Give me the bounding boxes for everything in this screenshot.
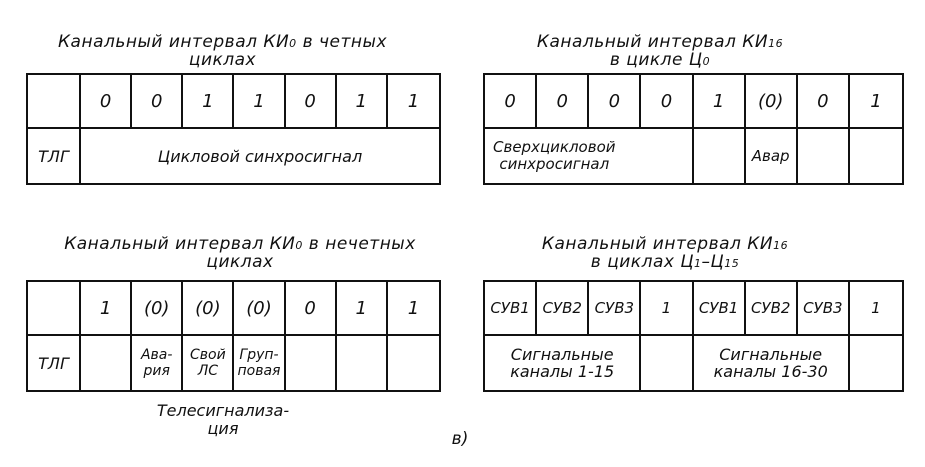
panel3-cell: 1 [388, 282, 439, 336]
panel1-table [26, 73, 441, 185]
panel1-caption-rest: в четных [296, 32, 388, 52]
panel3-cell [388, 336, 439, 390]
panel2-cell: 0 [537, 75, 589, 129]
panel4-cell [641, 336, 693, 390]
panel4-cell: СУВ1 [694, 282, 746, 336]
panel4-cell: 1 [850, 282, 902, 336]
panel3-cell: (0) [183, 282, 234, 336]
panel3-note: Телесигнализа- ция [156, 401, 290, 438]
panel1-caption [20, 34, 425, 69]
panel3-cell [28, 282, 81, 336]
panel2-cell: 1 [694, 75, 746, 129]
panel2-supercycle-cell: Сверхцикловой синхросигнал [485, 129, 694, 183]
panel3-table [26, 280, 441, 392]
panel2-alarm-cell: Авар [746, 129, 798, 183]
panel2-caption [490, 34, 830, 70]
panel2-cell: 1 [850, 75, 902, 129]
panel3-tlg-cell: ТЛГ [28, 336, 81, 390]
panel1-cell: 1 [388, 75, 439, 129]
panel1-caption-sub: 0 [289, 37, 297, 50]
panel4-cell: СУВ3 [589, 282, 641, 336]
panel4-caption [505, 236, 825, 272]
panel1-sync-cell: Цикловой синхросигнал [157, 146, 363, 166]
panel2-caption-sub: 16 [768, 37, 784, 50]
panel1-cell: 1 [234, 75, 285, 129]
panel3-cell [286, 336, 337, 390]
panel1-caption-text: Канальный интервал КИ [57, 32, 290, 52]
panel4-signal-channels-16-30: Сигнальные каналы 16-30 [694, 336, 850, 390]
panel1-cell: 0 [81, 75, 132, 129]
panel4-cell: СУВ3 [798, 282, 850, 336]
panel3-caption-sub: 0 [295, 239, 303, 252]
panel3-cell [337, 336, 388, 390]
panel1-cell [28, 75, 81, 129]
panel2-cell [694, 129, 746, 183]
panel3-cell: 1 [337, 282, 388, 336]
panel4-cell: СУВ1 [485, 282, 537, 336]
panel3-cell: (0) [132, 282, 183, 336]
panel3-group-cell: Груп- повая [234, 336, 285, 390]
panel2-cell [798, 129, 850, 183]
panel4-signal-channels-1-15: Сигнальные каналы 1-15 [485, 336, 641, 390]
panel4-caption-line2-sub2: 15 [724, 257, 740, 270]
panel2-caption-line2: в цикле Ц [609, 50, 703, 70]
panel3-cell: (0) [234, 282, 285, 336]
panel4-caption-line2-mid: –Ц [701, 252, 725, 272]
panel2-cell [850, 129, 902, 183]
panel3-caption-rest: в нечетных [302, 234, 416, 254]
panel4-cell: СУВ2 [746, 282, 798, 336]
panel4-cell: СУВ2 [537, 282, 589, 336]
panel2-caption-line2-sub: 0 [702, 55, 711, 68]
panel4-cell: 1 [641, 282, 693, 336]
panel1-cell: 1 [337, 75, 388, 129]
panel4-caption-line2-sub1: 1 [694, 257, 702, 270]
panel3-cell [81, 336, 132, 390]
panel2-cell: 0 [485, 75, 537, 129]
panel3-cell: 0 [286, 282, 337, 336]
panel2-cell: 0 [798, 75, 850, 129]
panel3-alarm-cell: Ава- рия [132, 336, 183, 390]
panel3-own-ls-cell: Свой ЛС [183, 336, 234, 390]
panel3-cell: 1 [81, 282, 132, 336]
panel2-caption-text: Канальный интервал КИ [536, 32, 769, 52]
panel1-cell: 0 [286, 75, 337, 129]
panel4-table [483, 280, 904, 392]
panel2-cell: (0) [746, 75, 798, 129]
panel3-caption [30, 236, 450, 271]
panel4-caption-line2: в циклах Ц [590, 252, 695, 272]
panel2-cell: 0 [641, 75, 693, 129]
panel3-caption-line2: циклах [206, 252, 274, 272]
panel4-caption-text: Канальный интервал КИ [541, 234, 774, 254]
panel4-caption-sub: 16 [773, 239, 789, 252]
panel1-cell: 0 [132, 75, 183, 129]
panel2-cell: 0 [589, 75, 641, 129]
figure-label: в) [451, 429, 469, 449]
panel4-cell [850, 336, 902, 390]
panel1-tlg-cell: ТЛГ [28, 129, 81, 183]
panel3-caption-text: Канальный интервал КИ [64, 234, 296, 254]
panel1-caption-line2: циклах [188, 50, 257, 70]
panel2-table [483, 73, 904, 185]
panel1-cell: 1 [183, 75, 234, 129]
